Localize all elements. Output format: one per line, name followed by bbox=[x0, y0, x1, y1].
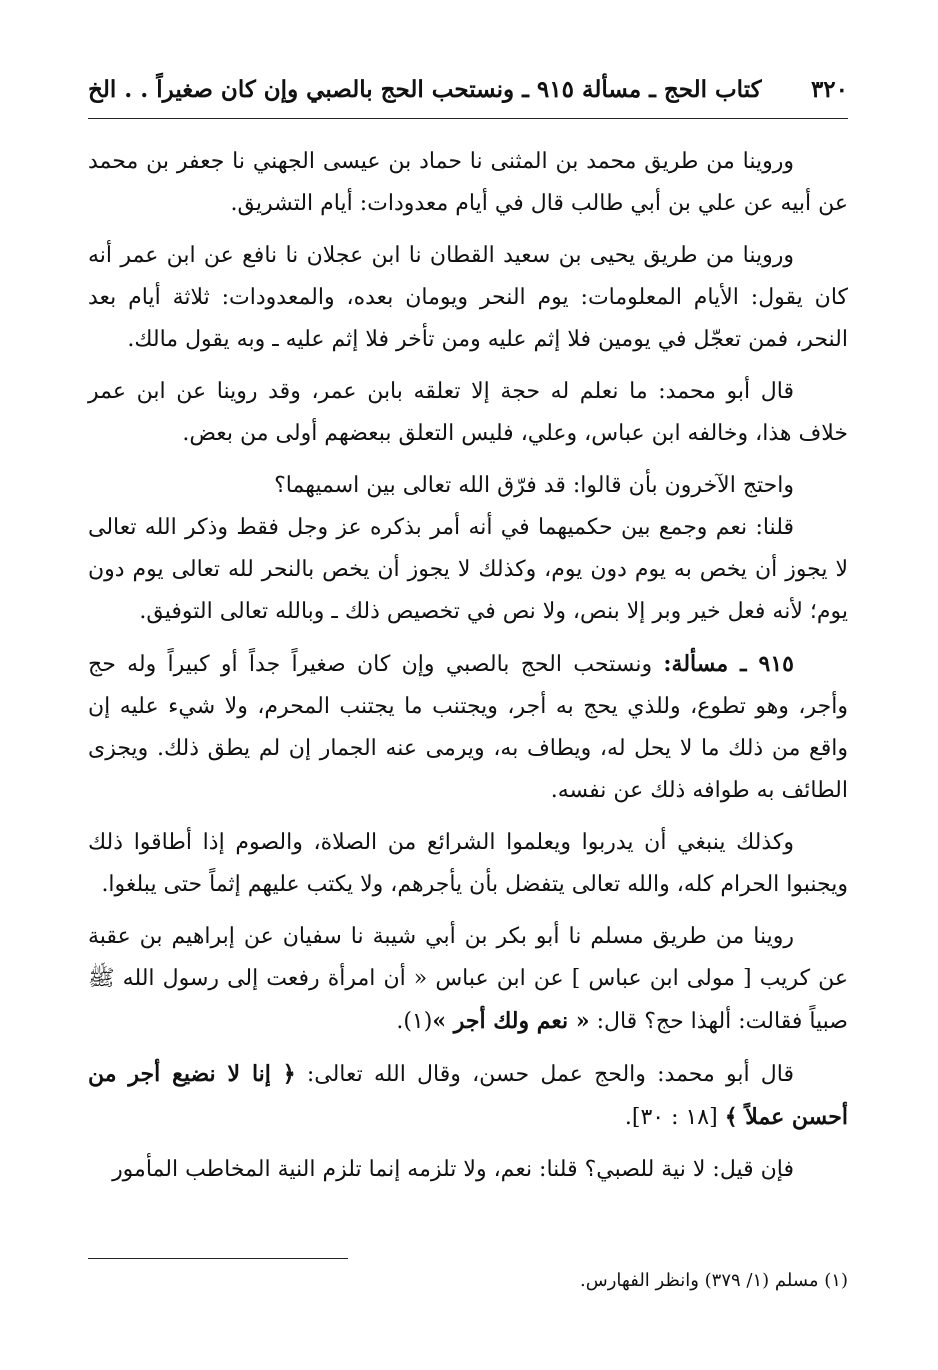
paragraph: قلنا: نعم وجمع بين حكميهما في أنه أمر بذكره عز وجل فقط وذكر الله تعالى لا يجوز أن يخص به يوم دون يوم، وكذلك لا يجوز أن يخص بالنحر لله تعالى يوم دون يوم؛ لأنه فعل خير وبر إلا بنص، ولا نص في تخصيص ذلك ـ وبالله تعالى التوفيق. bbox=[88, 515, 848, 624]
issue-paragraph bbox=[88, 643, 848, 812]
paragraph: وكذلك ينبغي أن يدربوا ويعلموا الشرائع من الصلاة، والصوم إذا أطاقوا ذلك ويجنبوا الحرام كله، والله تعالى يتفضل بأن يأجرهم، ولا يكتب عليهم إثماً حتى يبلغوا. bbox=[88, 830, 848, 897]
paragraph: واحتج الآخرون بأن قالوا: قد فرّق الله تعالى بين اسميهما؟ bbox=[274, 473, 794, 498]
quran-verse: ﴿ إنا لا نضيع أجر من أحسن عملاً ﴾ bbox=[88, 1061, 848, 1130]
hadith-quote: « نعم ولك أجر » bbox=[432, 1008, 590, 1034]
footnote-divider bbox=[88, 1258, 348, 1259]
footnote-marker: (١). bbox=[396, 1009, 433, 1034]
paragraph: قال أبو محمد: ما نعلم له حجة إلا تعلقه بابن عمر، وقد روينا عن ابن عمر خلاف هذا، وخالفه ابن عباس، وعلي، فليس التعلق ببعضهم أولى من بعض. bbox=[88, 379, 848, 446]
paragraph: وروينا من طريق محمد بن المثنى نا حماد بن عيسى الجهني نا جعفر بن محمد عن أبيه عن علي بن أبي طالب قال في أيام معدودات: أيام التشريق. bbox=[88, 149, 848, 216]
issue-text: ونستحب الحج بالصبي وإن كان صغيراً جداً أو كبيراً وله حج وأجر، وهو تطوع، وللذي يحج به أجر، ويجتنب ما يجتنب المحرم، ولا شيء عليه إن واقع من ذلك ما لا يحل له، ويطاف به، ويرمى عنه الجمار إن لم يطق ذلك. ويجزى الطائف به طوافه ذلك عن نفسه. bbox=[88, 652, 848, 803]
book-page bbox=[88, 70, 848, 1310]
body-text bbox=[88, 141, 848, 1191]
issue-number: ٩١٥ ـ مسألة: bbox=[663, 651, 794, 677]
running-header bbox=[88, 70, 848, 119]
hadith-chain: روينا من طريق مسلم نا أبو بكر بن أبي شيبة نا سفيان عن إبراهيم بن عقبة عن كريب [ مولى ابن عباس ] عن ابن عباس « أن امرأة رفعت إلى رسول الله ﷺ صبياً فقالت: ألهذا حج؟ قال: bbox=[88, 924, 848, 1034]
header-title: كتاب الحج ـ مسألة ٩١٥ ـ ونستحب الحج بالصبي وإن كان صغيراً . . الخ bbox=[88, 76, 762, 103]
verse-reference: [١٨ : ٣٠]. bbox=[624, 1105, 718, 1130]
quran-paragraph bbox=[88, 1053, 848, 1139]
hadith-paragraph bbox=[88, 916, 848, 1043]
quran-intro: قال أبو محمد: والحج عمل حسن، وقال الله تعالى: bbox=[306, 1062, 794, 1087]
paragraph: وروينا من طريق يحيى بن سعيد القطان نا ابن عجلان نا نافع عن ابن عمر أنه كان يقول: الأيام المعلومات: يوم النحر ويومان بعده، والمعدودات: ثلاثة أيام بعد النحر، فمن تعجّل في يومين فلا إثم عليه ومن تأخر فلا إثم عليه ـ وبه يقول مالك. bbox=[88, 243, 848, 352]
page-number: ٣٢٠ bbox=[810, 76, 848, 103]
footnote: (١) مسلم (١/ ٣٧٩) وانظر الفهارس. bbox=[580, 1270, 848, 1291]
paragraph: فإن قيل: لا نية للصبي؟ قلنا: نعم، ولا تلزمه إنما تلزم النية المخاطب المأمور bbox=[112, 1157, 794, 1182]
